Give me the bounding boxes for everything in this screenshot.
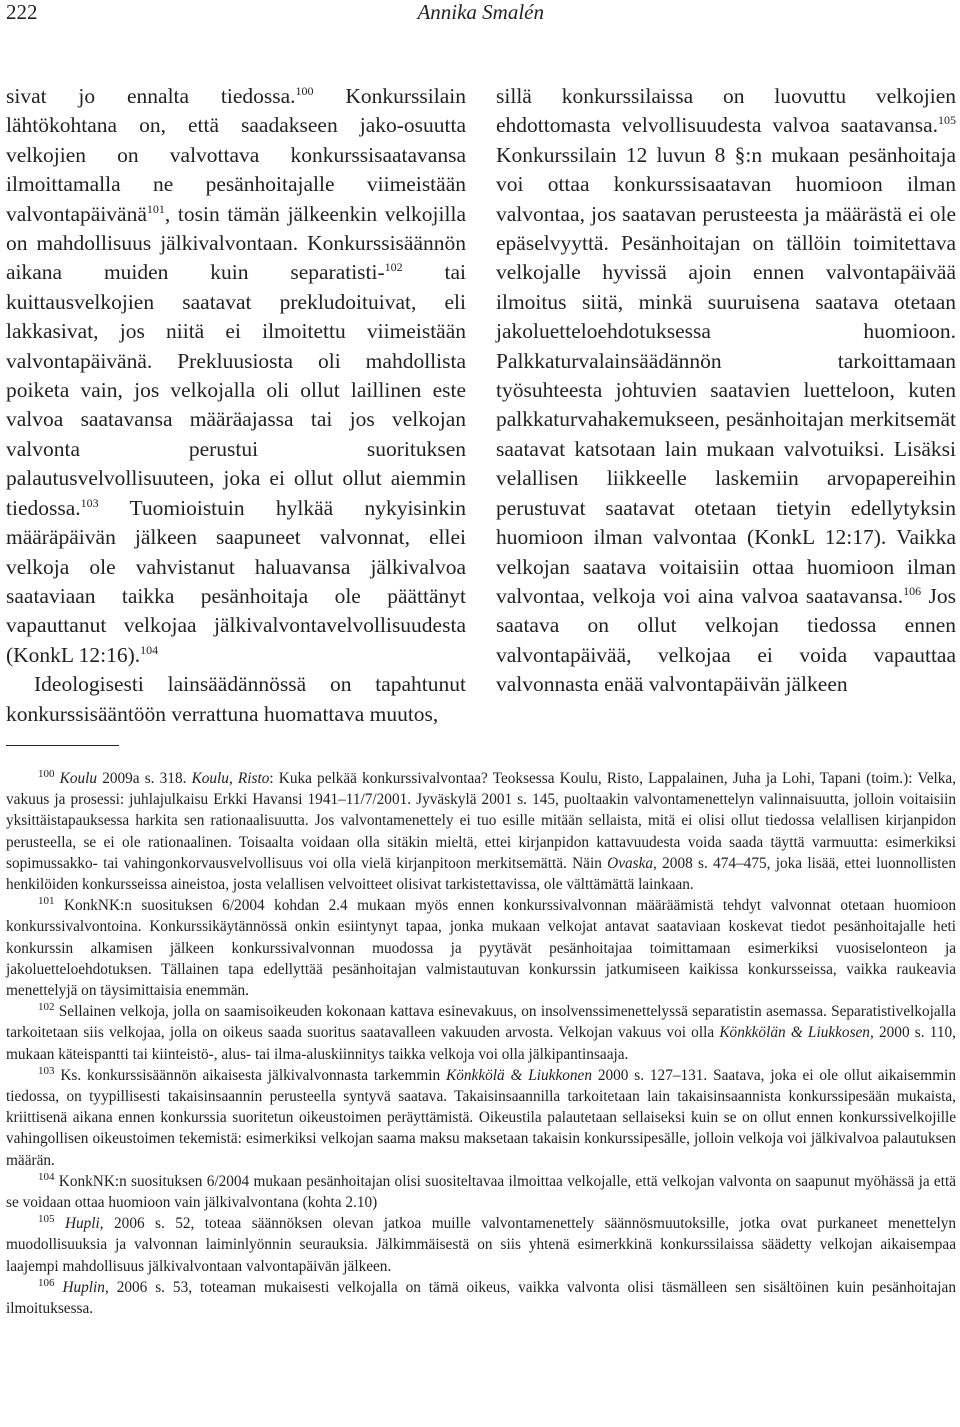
italic-citation: Könkkölän & Liukkosen — [719, 1024, 870, 1042]
italic-citation: Hupli — [64, 1215, 100, 1233]
body-paragraph: sillä konkurssilaissa on luovuttu velkojien ehdottomasta velvollisuudesta valvoa saatavansa.$^{105}$ Konkurssilain 12 luvun 8 §:n mukaan pesänhoitaja voi ottaa konkurssisaatavan huomioon ilman valvontaa, jos saatavan perusteesta ja määrästä ei ole epäselvyyttä. Pesänhoitajan on tällöin toimitettava velkojalle hyvissä ajoin ennen valvontapäivää ilmoitus siitä, minkä suuruisena saatava otetaan jakoluetteloehdotuksessa huomioon. Palkkaturvalainsäädännön tarkoittamaan työsuhteesta johtuvien saatavien luetteloon, kuten palkkaturvahakemukseen, pesänhoitajan merkitsemät saatavat katsotaan lain mukaan valvotuiksi. Lisäksi velallisen liikkeelle laskemiin arvopapereihin perustuvat saatavat otetaan tietyin edellytyksin huomioon ilman valvontaa (KonkL 12:17). Vaikka velkojan saatava voitaisiin ottaa huomioon ilman valvontaa, velkoja voi aina valvoa saatavansa.$^{106}$ Jos saatava on ollut velkojan tiedossa ennen valvontapäivää, velkojaa ei voida vapauttaa valvonnasta enää valvontapäivän jälkeen — [496, 84, 957, 697]
footnote-number: 102 — [38, 1001, 55, 1014]
footnote-reference: 105 — [938, 113, 956, 128]
body-paragraph: sivat jo ennalta tiedossa.$^{100}$ Konkurssilain lähtökohtana on, että saadakseen jako-osuutta velkojien on valvottava konkurssisaatavansa ilmoittamalla ne pesänhoitajalle viimeistään valvontapäivänä$^{101}$, tosin tämän jälkeenkin velkojilla on mahdollisuus jälkivalvontaan. Konkurssisäännön aikana muiden kuin separatisti-$^{102}$ tai kuittausvelkojien saatavat prekludoituivat, eli lakkasivat, jos niitä ei ilmoitettu viimeistään valvontapäivänä. Prekluusiosta oli mahdollista poiketa vain, jos velkojalla oli ollut laillinen este valvoa saatavansa määräajassa tai jos velkojan valvonta perustui suorituksen palautusvelvollisuuteen, joka ei ollut ollut aiemmin tiedossa.$^{103}$ Tuomioistuin hylkää nykyisinkin määräpäivän jälkeen saapuneet valvonnat, ellei velkoja ole vahvistanut haluavansa jälkivalvoa saataviaan taikka pesänhoitaja ole päättänyt vapauttanut velkojaa jälkivalvontavelvollisuudesta (KonkL 12:16).$^{104}$ — [6, 84, 467, 667]
footnote-number: 101 — [38, 895, 55, 908]
footnote-number: 103 — [38, 1064, 55, 1077]
footnote-reference: 103 — [80, 495, 99, 510]
footnote-104: $^{104}$ KonkNK:n suosituksen 6/2004 mukaan pesänhoitajan olisi suositeltavaa ilmoittaa velkojalle, että velkojan valvonta on saapunut myöhässä ja että se voidaan ottaa huomioon vain jälkivalvontana (kohta 2.10) — [6, 1170, 956, 1212]
italic-citation: Koulu, Risto — [191, 770, 270, 787]
footnote-101: $^{101}$ KonkNK:n suosituksen 6/2004 kohdan 2.4 mukaan myös ennen konkurssivalvonnan määräämistä tehdyt valvonnat otetaan huomioon konkurssivalvontoina. Konkurssikäytännössä onkin esiintynyt tapaa, jonka mukaan velkojat antavat saataviaan koskevat tiedot pesänhoitajalle heti konkurssin alkamisen jälkeen konkurssivalvonnan muodossa ja pyytävät pesänhoitajaa toimittamaan esimerkiksi vuosiselonteon ja jakoluetteloehdotuksen. Tällainen tapa edellyttää pesänhoitajan valmistautuvan konkurssin jatkumiseen kaikissa konkursseissa, vaikka raukeavia menettelyjä on täysimittaisia enemmän. — [6, 895, 956, 1000]
body-column-right — [496, 82, 956, 700]
body-column-left — [6, 82, 466, 729]
italic-citation: Koulu — [59, 770, 98, 787]
italic-citation: Könkkölä & Liukkonen — [446, 1066, 592, 1084]
footnote-reference: 102 — [384, 260, 403, 275]
footnote-number: 104 — [38, 1170, 55, 1183]
running-head-author: Annika Smalén — [417, 0, 544, 24]
footnote-106: $^{106}$ Huplin, 2006 s. 53, toteaman mukaisesti velkojalla on tämä oikeus, vaikka valvonta olisi täsmälleen sen sisältöinen kuin pesänhoitajan ilmoituksessa. — [6, 1276, 956, 1318]
footnote-reference: 100 — [295, 84, 314, 98]
footnote-102: $^{102}$ Sellainen velkoja, jolla on saamisoikeuden kokonaan kattava esinevakuus, on insolvenssimenettelyssä separatistin asemassa. Separatistivelkojalla tarkoitetaan siis velkojaa, jolla on oikeus saada suoritus saatavalleen vakuuden arvosta. Velkojan vakuus voi olla Könkkölän & Liukkosen, 2000 s. 110, mukaan käteispantti tai kiinteistö-, alus- tai ilma-aluskiinnitys taikka velkoja voi olla jälkipantinsaaja. — [6, 1001, 956, 1063]
footnote-103: $^{103}$ Ks. konkurssisäännön aikaisesta jälkivalvonnasta tarkemmin Könkkölä & Liukkonen 2000 s. 127–131. Saatava, joka ei ole ollut aikaisemmin tiedossa, on tyypillisesti takaisinsaannin perusteella syntyvä saatava. Takaisinsaannilla tarkoitetaan lain takaisinsaannista konkurssipesään mukaista, kriittisenä aikana ennen konkurssia suoritetun oikeustoimen peräyttämistä. Oikeustila palautetaan sellaiseksi kuin se on ollut ennen konkurssivelkojille vahingollisen oikeustoimen tekemistä: esimerkiksi velkojan saama maksu maksetaan takaisin konkurssipesälle, jolloin velkoja voi jälkivalvoa palautuksen määrän. — [6, 1064, 957, 1169]
footnote-reference: 106 — [903, 583, 922, 598]
page-header — [6, 0, 954, 28]
page-number: 222 — [6, 0, 38, 24]
italic-citation: Huplin — [62, 1278, 105, 1296]
body-paragraph: Ideologisesti lainsäädännössä on tapahtunut konkurssisääntöön verrattuna huomattava muutos, — [6, 672, 466, 726]
footnote-105: $^{105}$ Hupli, 2006 s. 52, toteaa säännöksen olevan jatkoa muille valvontamenettely säännösmuutoksille, jotka ovat purkaneet menettelyn muodollisuuksia ja valvonnan laiminlyönnin seurauksia. Jälkimmäisestä on siis yhtenä esimerkkinä konkurssilaissa säädetty velkojan aikaisempaa laajempi mahdollisuus jälkivalvontaan valvontapäivän jälkeen. — [6, 1213, 957, 1275]
footnote-reference: 101 — [146, 201, 165, 216]
footnotes — [6, 768, 956, 1319]
footnote-number: 106 — [38, 1276, 55, 1289]
footnote-number: 105 — [38, 1213, 55, 1226]
footnote-number: 100 — [38, 768, 55, 780]
footnote-separator — [6, 745, 119, 746]
italic-citation: Ovaska — [607, 854, 654, 872]
footnote-reference: 104 — [140, 642, 159, 657]
footnote-100: $^{100}$ Koulu 2009a s. 318. Koulu, Risto: Kuka pelkää konkurssivalvontaa? Teoksessa Koulu, Risto, Lappalainen, Juha ja Lohi, Tapani (toim.): Velka, vakuus ja prosessi: juhlajulkaisu Erkki Havansi 1941–11/7/2001. Jyväskylä 2001 s. 145, puoltaakin valvontamenettelyn valinnaisuutta, jolloin voitaisiin yksittäistapauksessa harkita sen rationaalisuutta. Jos valvontamenettely ei tuo esille mitään sellaista, mitä ei olisi ollut tiedossa velallisen kirjanpidon perusteella, se ei ole rationaalinen. Toisaalta voidaan olla sitäkin mieltä, ettei kirjanpidon kattavuudesta voida saada täyttä varmuutta: esimerkiksi sopimussakko- tai vahingonkorvausvelvollisuus voi olla vielä kirjanpitoon merkitsemättä. Näin Ovaska, 2008 s. 474–475, joka lisää, ettei luonnollisten henkilöiden konkursseissa aineistoa, josta velallisen velvoitteet olisivat tarkistettavissa, ole välttämättä lainkaan. — [6, 768, 957, 894]
